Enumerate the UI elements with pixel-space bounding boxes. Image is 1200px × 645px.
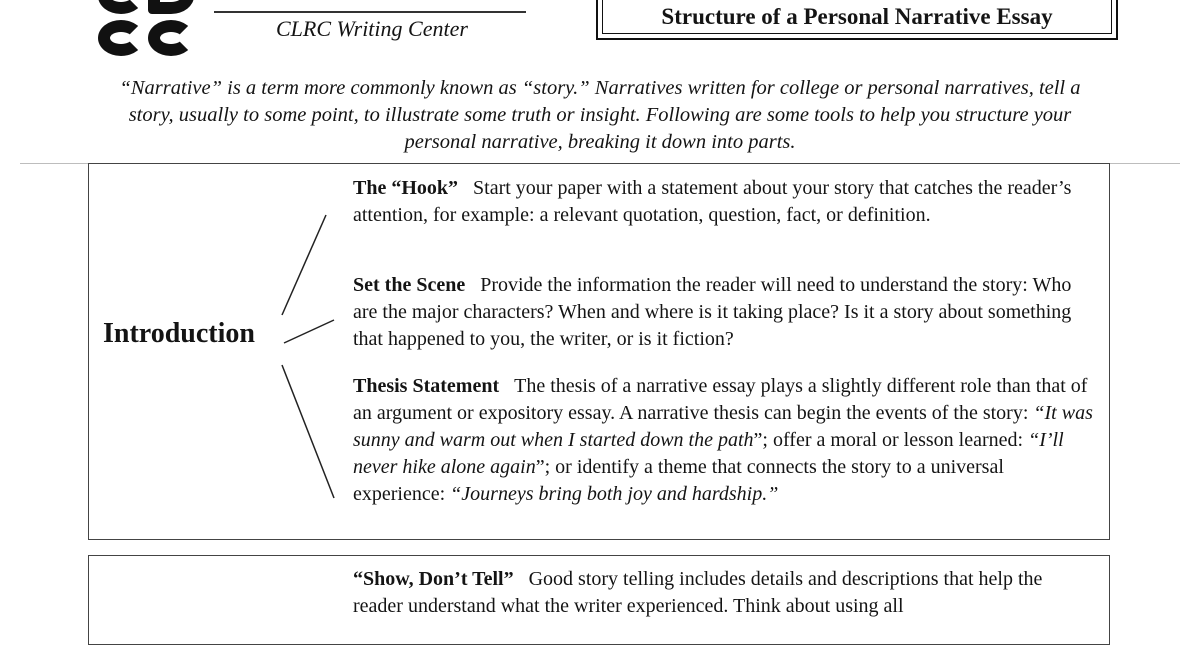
connector-lines [270, 200, 350, 510]
thesis-text-3: ”; or identify a theme that connects the story to a universal experience: [353, 456, 1004, 505]
header-rule [214, 11, 526, 13]
writing-center-name: CLRC Writing Center [276, 16, 468, 41]
connector-line-scene [284, 320, 334, 343]
hook-entry [353, 175, 1095, 229]
show-dont-tell-entry [353, 566, 1095, 620]
thesis-heading: Thesis Statement [353, 375, 500, 397]
scene-heading: Set the Scene [353, 274, 466, 296]
show-text: Good story telling includes details and descriptions that help the reader understand what the writer experienced. Think about using all [353, 568, 1043, 617]
show-heading: “Show, Don’t Tell” [353, 568, 514, 590]
connector-line-thesis [282, 365, 334, 498]
thesis-quote-1: “It was sunny and warm out when I started down the path [353, 402, 1093, 451]
intro-paragraph: “Narrative” is a term more commonly known as “story.” Narratives written for college or personal narratives, tell a story, usually to some point, to illustrate some truth or insight. Following are some tools to help you structure your personal narrative, breaking it down into parts. [119, 77, 1081, 153]
connector-line-hook [282, 215, 326, 315]
scene-text: Provide the information the reader will need to understand the story: Who are the major characters? When and where is it taking place? Is it a story about something that happened to you, the writer, or is it fiction? [353, 274, 1072, 350]
logo-letter-d [148, 0, 194, 14]
document-title-box [596, 0, 1118, 40]
thesis-entry [353, 373, 1095, 508]
thesis-text-2: ”; offer a moral or lesson learned: [753, 429, 1029, 451]
introduction-label: Introduction [103, 318, 255, 349]
hook-text: Start your paper with a statement about your story that catches the reader’s attention, for example: a relevant quotation, question, fact, or definition. [353, 177, 1072, 226]
logo-letter-c [98, 20, 144, 56]
hook-heading: The “Hook” [353, 177, 459, 199]
thesis-text-1: The thesis of a narrative essay plays a slightly different role than that of an argument or expository essay. A narrative thesis can begin the events of the story: [353, 375, 1088, 424]
thesis-quote-2: “I’ll never hike alone again [353, 429, 1064, 478]
scene-entry [353, 272, 1095, 353]
logo-letter-c [148, 20, 194, 56]
document-title: Structure of a Personal Narrative Essay [661, 4, 1053, 29]
logo-letter-c [98, 0, 144, 14]
thesis-quote-3: “Journeys bring both joy and hardship.” [450, 483, 779, 505]
college-logo [98, 0, 202, 62]
